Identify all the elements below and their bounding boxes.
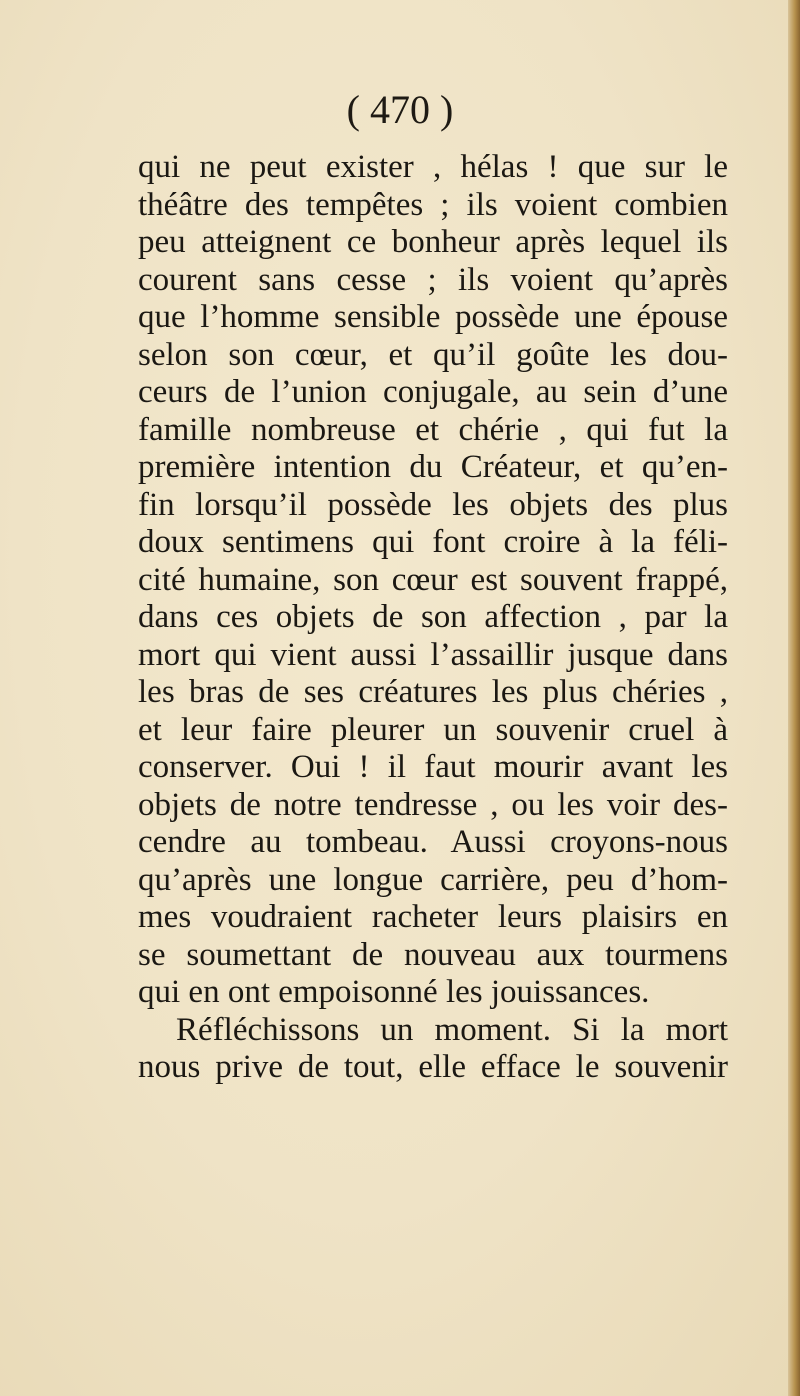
- text-line: théâtre des tempêtes ; ils voient combien: [138, 186, 728, 223]
- text-line: famille nombreuse et chérie , qui fut la: [138, 411, 728, 448]
- text-line: peu atteignent ce bonheur après lequel ils: [138, 224, 728, 260]
- text-line: objets de notre tendresse , ou les voir des-: [138, 786, 728, 823]
- text-line: cité humaine, son cœur est souvent frappé,: [138, 561, 728, 598]
- text-line: qui en ont empoisonné les jouissances.: [138, 974, 650, 1010]
- text-line: qu’après une longue carrière, peu d’hom-: [138, 861, 728, 898]
- text-line: première intention du Créateur, et qu’en-: [138, 449, 728, 485]
- page-number: ( 470 ): [346, 87, 454, 132]
- text-line: ceurs de l’union conjugale, au sein d’une: [138, 374, 728, 410]
- body-text: [138, 149, 728, 1087]
- text-line: qui ne peut exister , hélas ! que sur le: [138, 149, 728, 185]
- text-line: Réfléchissons un moment. Si la mort: [176, 1011, 728, 1048]
- text-line: mes voudraient racheter leurs plaisirs en: [138, 899, 728, 935]
- page-binding-edge: [788, 0, 800, 1396]
- text-line: se soumettant de nouveau aux tourmens: [138, 936, 728, 973]
- text-line: fin lorsqu’il possède les objets des plus: [138, 486, 728, 523]
- text-line: nous prive de tout, elle efface le souvenir: [138, 1049, 728, 1085]
- text-line: courent sans cesse ; ils voient qu’après: [138, 261, 728, 298]
- text-line: doux sentimens qui font croire à la féli-: [138, 524, 728, 560]
- text-line: dans ces objets de son affection , par la: [138, 599, 728, 635]
- text-line: que l’homme sensible possède une épouse: [138, 299, 728, 335]
- text-line: les bras de ses créatures les plus chéries ,: [138, 674, 728, 710]
- text-line: et leur faire pleurer un souvenir cruel à: [138, 711, 728, 748]
- text-line: mort qui vient aussi l’assaillir jusque dans: [138, 636, 728, 673]
- text-line: conserver. Oui ! il faut mourir avant les: [138, 749, 728, 785]
- text-line: cendre au tombeau. Aussi croyons-nous: [138, 824, 728, 860]
- text-line: selon son cœur, et qu’il goûte les dou-: [138, 336, 728, 373]
